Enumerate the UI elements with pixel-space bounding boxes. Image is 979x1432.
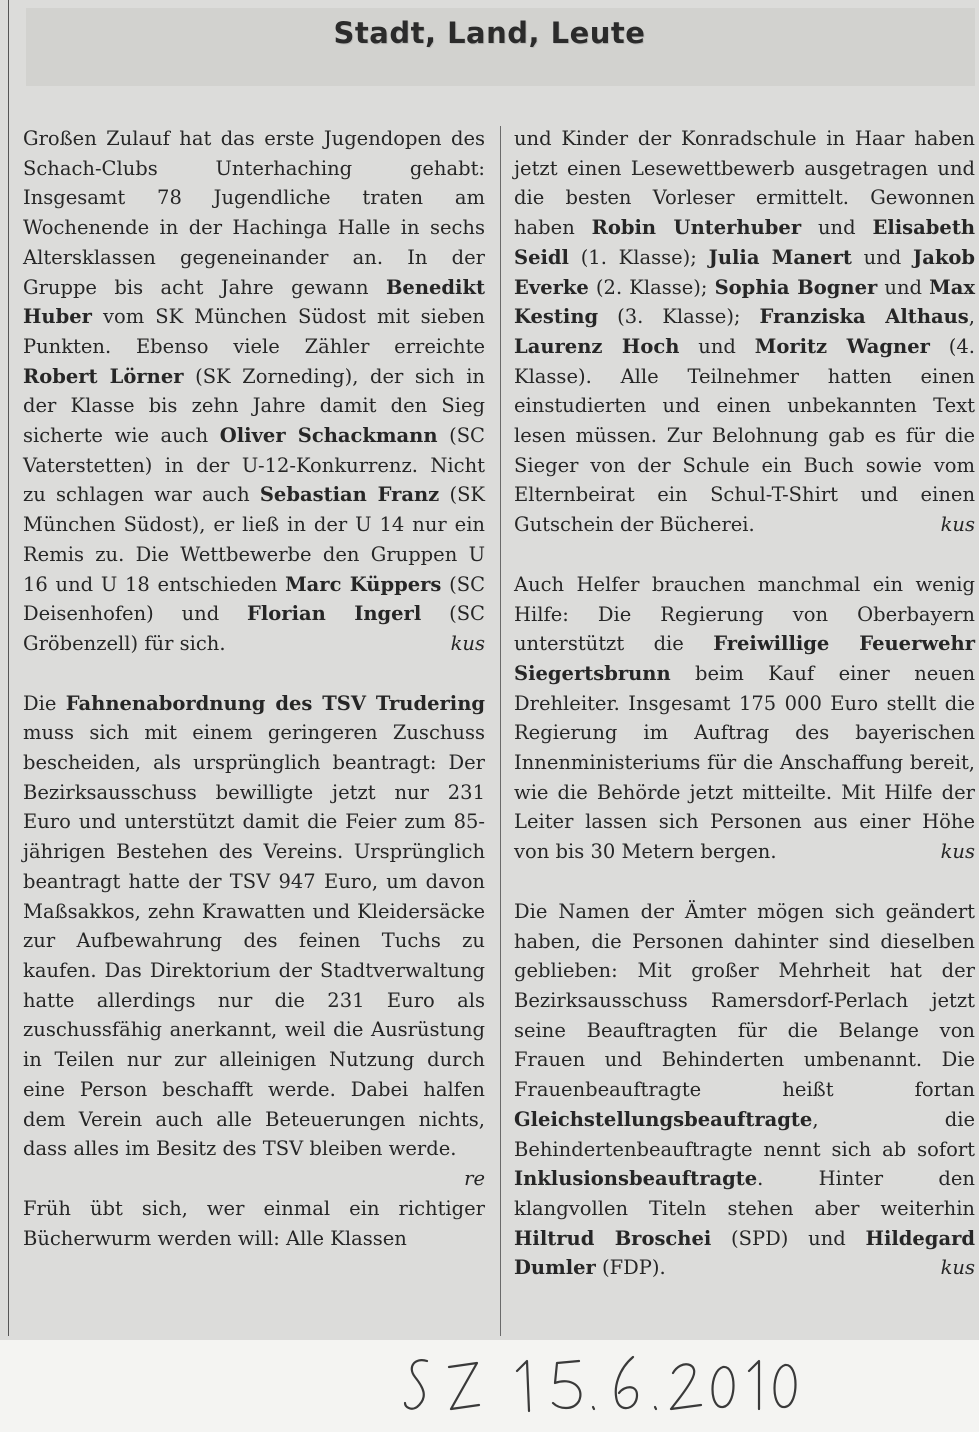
- handwritten-date-note: [393, 1343, 813, 1421]
- author-signature: re: [464, 1166, 485, 1190]
- article-text: Früh übt sich, wer einmal ein richtiger Bücherwurm werden will: Alle Klassen: [23, 1196, 485, 1250]
- author-signature: kus: [450, 631, 485, 655]
- column-divider: [500, 126, 501, 1336]
- page-title: Stadt, Land, Leute: [333, 16, 646, 50]
- article-tsv-trudering: [23, 689, 485, 1190]
- article-text: Großen Zulauf hat das erste Jugendopen des Schach-Clubs Unterhaching gehabt: Insgesamt 78 Jugendliche traten am Wochenende in der Hachinga Halle in sechs Altersklassen gegeneinander an. In der Gruppe bis acht Jahre gewann Benedikt Huber vom SK München Südost mit sieben Punkten. Ebenso viele Zähler erreichte Robert Lörner (SK Zorneding), der sich in der Klasse bis zehn Jahre damit den Sieg sicherte wie auch Oliver Schackmann (SC Vaterstetten) in der U-12-Konkurrenz. Nicht zu schlagen war auch Sebastian Franz (SK München Südost), er ließ in der U 14 nur ein Remis zu. Die Wettbewerbe den Gruppen U 16 und U 18 entschieden Marc Küppers (SC Deisenhofen) und Florian Ingerl (SC Gröbenzell) für sich. kus: [23, 124, 485, 659]
- article-text: und Kinder der Konradschule in Haar haben jetzt einen Lesewettbewerb ausgetragen und die besten Vorleser ermittelt. Gewonnen haben Robin Unterhuber und Elisabeth Seidl (1. Klasse); Julia Manert und Jakob Everke (2. Klasse); Sophia Bogner und Max Kesting (3. Klasse); Franziska Althaus, Laurenz Hoch und Moritz Wagner (4. Klasse). Alle Teilnehmer hatten einen einstudierten und einen unbekannten Text lesen müssen. Zur Belohnung gab es für die Sieger von der Schule ein Buch sowie vom Elternbeirat ein Schul-T-Shirt und einen Gutschein der Bücherei. kus: [514, 124, 975, 540]
- column-left: [23, 124, 485, 1253]
- article-text: Die Fahnenabordnung des TSV Trudering muss sich mit einem geringeren Zuschuss bescheiden, als ursprünglich beantragt: Der Bezirksausschuss bewilligte jetzt nur 231 Euro und unterstützt damit die Feier zum 85-jährigen Bestehen des Vereins. Ursprünglich beantragt hatte der TSV 947 Euro, um davon Maßsakkos, zehn Krawatten und Kleidersäcke zur Aufbewahrung des feinen Tuchs zu kaufen. Das Direktorium der Stadtverwaltung hatte allerdings nur die 231 Euro als zuschussfähig anerkannt, weil die Ausrüstung in Teilen nur zur alleinigen Nutzung durch eine Person beschafft werde. Dabei halfen dem Verein auch alle Beteuerungen nichts, dass alles im Besitz des TSV bleiben werde. re: [23, 689, 485, 1164]
- article-fire-brigade: [514, 570, 975, 867]
- column-right: [514, 124, 975, 1283]
- article-reading-contest-start: [23, 1194, 485, 1253]
- article-district-committee: [514, 897, 975, 1283]
- article-text: Die Namen der Ämter mögen sich geändert haben, die Personen dahinter sind dieselben geblieben: Mit großer Mehrheit hat der Bezirksausschuss Ramersdorf-Perlach jetzt seine Beauftragten für die Belange von Frauen und Behinderten umbenannt. Die Frauenbeauftragte heißt fortan Gleichstellungsbeauftragte, die Behindertenbeauftragte nennt sich ab sofort Inklusionsbeauftragte. Hinter den klangvollen Titeln stehen aber weiterhin Hiltrud Broschei (SPD) und Hildegard Dumler (FDP). kus: [514, 897, 975, 1283]
- author-signature: kus: [940, 840, 975, 864]
- clipping-left-edge: [8, 0, 9, 1336]
- article-text: Auch Helfer brauchen manchmal ein wenig Hilfe: Die Regierung von Oberbayern unterstützt die Freiwillige Feuerwehr Siegertsbrunn beim Kauf einer neuen Drehleiter. Insgesamt 175 000 Euro stellt die Regierung im Auftrag des bayerischen Innenministeriums für die Anschaffung bereit, wie die Behörde jetzt mitteilte. Mit Hilfe der Leiter lassen sich Personen aus einer Höhe von bis 30 Metern bergen. kus: [514, 570, 975, 867]
- author-signature: kus: [940, 513, 975, 537]
- article-chess-open: [23, 124, 485, 659]
- author-signature: kus: [940, 1256, 975, 1280]
- handwriting-drawing: [393, 1343, 813, 1421]
- article-reading-contest: [514, 124, 975, 540]
